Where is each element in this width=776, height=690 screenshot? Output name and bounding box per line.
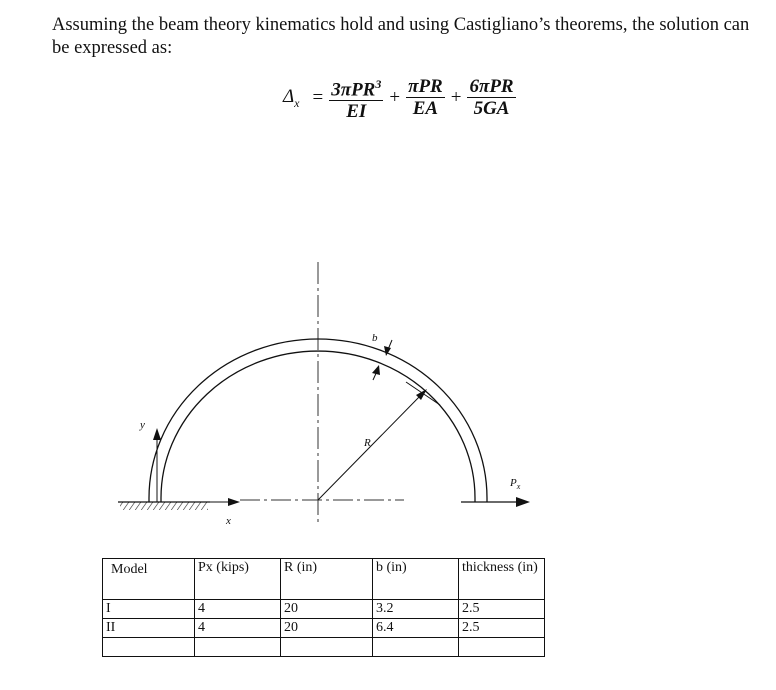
column-header: Px (kips) <box>195 559 281 600</box>
plus-sign: + <box>389 87 401 108</box>
load-arrowhead <box>516 497 530 507</box>
table-cell <box>459 638 545 657</box>
table-row <box>103 600 545 619</box>
table-row <box>103 638 545 657</box>
table-cell: 2.5 <box>459 600 545 619</box>
table-cell <box>373 638 459 657</box>
table-cell: 20 <box>281 619 373 638</box>
x-axis-arrowhead <box>228 498 240 506</box>
y-axis-label: y <box>140 419 145 431</box>
equation-lhs: $\Delta_x$ <box>283 85 300 110</box>
table-cell: 2.5 <box>459 619 545 638</box>
table-cell: 6.4 <box>373 619 459 638</box>
table-cell: 20 <box>281 600 373 619</box>
term-bending: $\frac{3\pi PR^3}{EI}$ <box>329 74 383 122</box>
column-header: R (in) <box>281 559 373 600</box>
x-axis-label: x <box>226 515 231 527</box>
table-cell <box>195 638 281 657</box>
table-row <box>103 619 545 638</box>
fixed-support-hatch <box>120 502 208 510</box>
width-label: b <box>372 332 378 344</box>
term-shear: $\frac{\text{6πPR}}{5GA}$ <box>469 76 514 119</box>
intro-paragraph: Assuming the beam theory kinematics hold and using Castigliano’s theorems, the solution can be expressed as: <box>52 15 750 58</box>
load-label: $P_x$ <box>510 477 521 491</box>
plus-sign: + <box>450 87 462 108</box>
table-cell <box>281 638 373 657</box>
table-cell: 4 <box>195 600 281 619</box>
column-header: Model <box>103 559 195 600</box>
table-cell: 4 <box>195 619 281 638</box>
column-header: b (in) <box>373 559 459 600</box>
column-header: thickness (in) <box>459 559 545 600</box>
thickness-dimension-line <box>406 382 440 405</box>
table-cell <box>103 638 195 657</box>
radius-label: R <box>364 437 371 449</box>
table-cell: I <box>103 600 195 619</box>
y-axis-arrowhead <box>153 428 161 440</box>
table-cell: 3.2 <box>373 600 459 619</box>
table-cell: II <box>103 619 195 638</box>
width-arrowhead-bottom <box>372 365 380 375</box>
term-axial: $\frac{\text{πPR}}{EA}$ <box>408 76 443 119</box>
parameter-table <box>102 558 545 657</box>
equals-sign: = <box>312 87 324 108</box>
table-header-row <box>103 559 545 600</box>
